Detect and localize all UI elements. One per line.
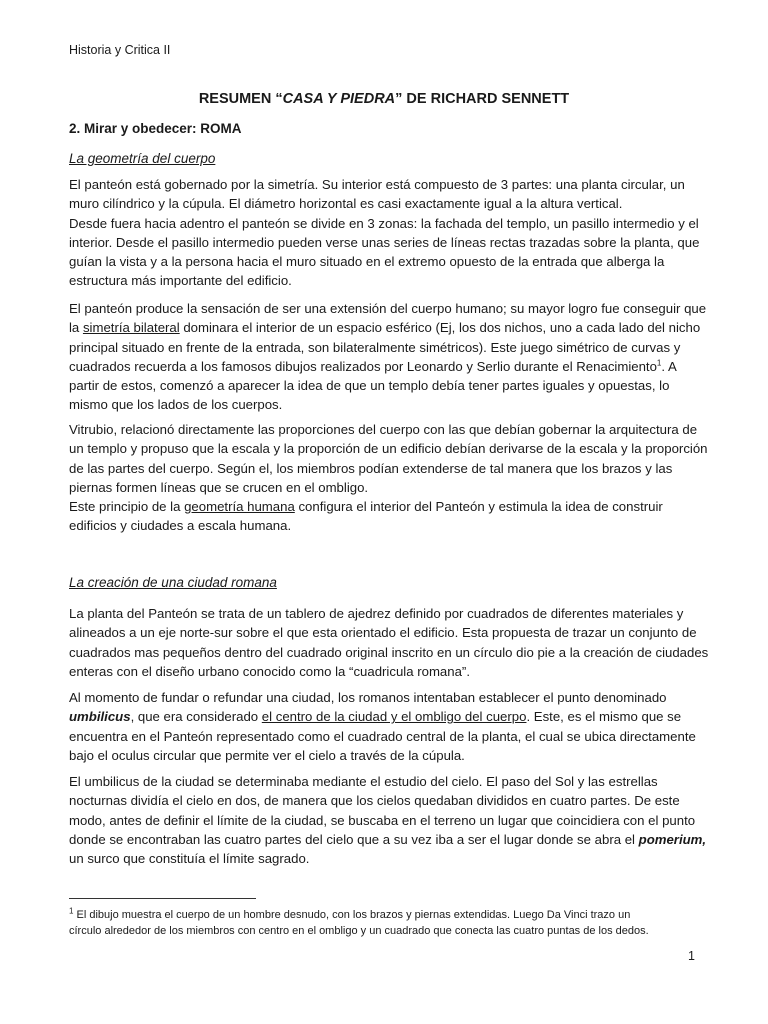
document-title xyxy=(0,91,768,107)
text-line xyxy=(69,830,707,849)
text-line: muro cilíndrico y la cúpula. El diámetro horizontal es casi exactamente igual a la altura vertical. xyxy=(69,196,623,212)
underlined-term: geometría humana xyxy=(184,499,295,515)
text-line: nocturnas dividía el cielo en dos, de manera que los cielos quedaban divididos en cuatro partes. De este xyxy=(69,793,680,809)
title-italic: CASA Y PIEDRA xyxy=(282,91,396,107)
text-line: encuentra en el Panteón representado como el cuadrado central de la planta, el cual se ubica directamente xyxy=(69,728,696,744)
text-line: alineados a un eje norte-sur sobre el que esta orientado el edificio. Esta propuesta de trazar un conjunto de xyxy=(69,625,697,641)
text-line: El panteón está gobernado por la simetría. Su interior está compuesto de 3 partes: una planta circular, un xyxy=(69,177,685,192)
text-line: un templo y propuso que la escala y la proporción de un edificio debían derivarse de la escala y la proporción xyxy=(69,441,708,457)
text-line: de las partes del cuerpo. Según el, los miembros podían extenderse de tal manera que los brazos y las xyxy=(69,460,673,476)
text-line: interior. Desde el pasillo intermedio pueden verse unas series de líneas rectas trazadas sobre la planta, que xyxy=(69,234,700,250)
underlined-term: el centro de la ciudad y el ombligo del cuerpo xyxy=(261,709,527,725)
text-line xyxy=(69,318,701,337)
section-title-ciudad-romana: La creación de una ciudad romana xyxy=(69,575,277,590)
text-line: edificios y ciudades a escala humana. xyxy=(69,518,292,534)
text-line: El umbilicus de la ciudad se determinaba mediante el estudio del cielo. El paso del Sol y las estrellas xyxy=(69,774,658,789)
page-number: 1 xyxy=(688,949,695,963)
text-fragment: , que era considerado xyxy=(130,709,262,725)
text-line: cuadrados mas pequeños dentro del cuadrado original inscrito en un círculo dio pie a la creación de ciudades xyxy=(69,644,709,660)
text-line: principal situado en frente de la entrada, son bilateralmente simétricos). Este juego simétrico de curvas y xyxy=(69,339,681,355)
text-line: un surco que constituía el límite sagrado. xyxy=(69,851,310,867)
title-prefix: RESUMEN “ xyxy=(198,91,283,107)
text-line: Desde fuera hacia adentro el panteón se divide en 3 zonas: la fachada del templo, un pasillo intermedio y el xyxy=(69,215,699,231)
bold-italic-term: umbilicus xyxy=(69,709,131,725)
paragraph-panteon-simetria xyxy=(69,175,701,291)
footnote-ref: 1 xyxy=(656,358,662,368)
text-line: bajo el oculus circular que permite ver el cielo a través de la cúpula. xyxy=(69,747,465,763)
text-line xyxy=(69,357,701,376)
text-fragment: donde se encontraban las cuatro partes del cielo que a su vez iba a ser el lugar donde se abra el xyxy=(69,831,639,847)
bold-italic-term: pomerium, xyxy=(638,831,707,847)
text-line: guían la vista y a la persona hacia el muro situado en el extremo opuesto de la entrada que alberga la xyxy=(69,254,665,270)
paragraph-cuerpo-humano xyxy=(69,299,707,415)
text-line xyxy=(69,497,701,516)
text-line: estructura más importante del edificio. xyxy=(69,273,292,289)
text-fragment: dominara el interior de un espacio esférico (Ej, los dos nichos, uno a cada lado del nicho xyxy=(179,320,701,336)
title-suffix: ” DE RICHARD SENNETT xyxy=(395,91,570,107)
paragraph-estudio-cielo xyxy=(69,772,707,868)
section-title-geometria: La geometría del cuerpo xyxy=(69,151,216,166)
underlined-term: simetría bilateral xyxy=(82,320,180,336)
text-line: mismo que los lados de los cuerpos. xyxy=(69,397,283,413)
text-line: Al momento de fundar o refundar una ciudad, los romanos intentaban establecer el punto denominado xyxy=(69,690,667,705)
text-line: Vitrubio, relacionó directamente las proporciones del cuerpo con las que debían gobernar la arquitectura de xyxy=(69,422,698,437)
text-line: modo, antes de definir el límite de la ciudad, se buscaba en el terreno un lugar que coincidiera con el punto xyxy=(69,812,696,828)
text-fragment: Este principio de la xyxy=(69,499,185,515)
footnote-marker: 1 xyxy=(69,906,74,916)
text-fragment: cuadrados recuerda a los famosos dibujos realizados por Leonardo y Serlio durante el Renacimiento xyxy=(69,358,657,374)
footnote-separator xyxy=(69,898,256,899)
footnote-line xyxy=(69,907,709,923)
paragraph-planta-panteon xyxy=(69,604,709,681)
text-line xyxy=(69,707,701,726)
paragraph-umbilicus xyxy=(69,688,701,765)
text-fragment: la xyxy=(69,320,83,336)
text-fragment: El dibujo muestra el cuerpo de un hombre desnudo, con los brazos y piernas extendidas. Luego Da Vinci trazo un xyxy=(73,909,631,921)
text-line: enteras con el diseño urbano conocido como la “cuadricula romana”. xyxy=(69,663,470,679)
text-fragment: configura el interior del Panteón y estimula la idea de construir xyxy=(294,499,663,515)
page-header: Historia y Critica II xyxy=(69,43,171,57)
footnote xyxy=(69,907,709,939)
text-line: El panteón produce la sensación de ser una extensión del cuerpo humano; su mayor logro fue conseguir que xyxy=(69,301,707,316)
text-line: partir de estos, comenzó a aparecer la idea de que un templo debía tener partes iguales y opuestas, lo xyxy=(69,378,670,394)
footnote-line: círculo alrededor de los miembros con centro en el ombligo y un cuadrado que conecta las cuatro puntas de los dedos. xyxy=(69,925,649,937)
paragraph-vitrubio xyxy=(69,420,708,536)
chapter-heading: 2. Mirar y obedecer: ROMA xyxy=(69,121,242,136)
text-line: piernas formen líneas que se crucen en el ombligo. xyxy=(69,479,369,495)
text-fragment: . Este, es el mismo que se xyxy=(526,709,682,725)
text-fragment: . A xyxy=(661,358,677,374)
text-line: La planta del Panteón se trata de un tablero de ajedrez definido por cuadrados de diferentes materiales y xyxy=(69,606,684,621)
